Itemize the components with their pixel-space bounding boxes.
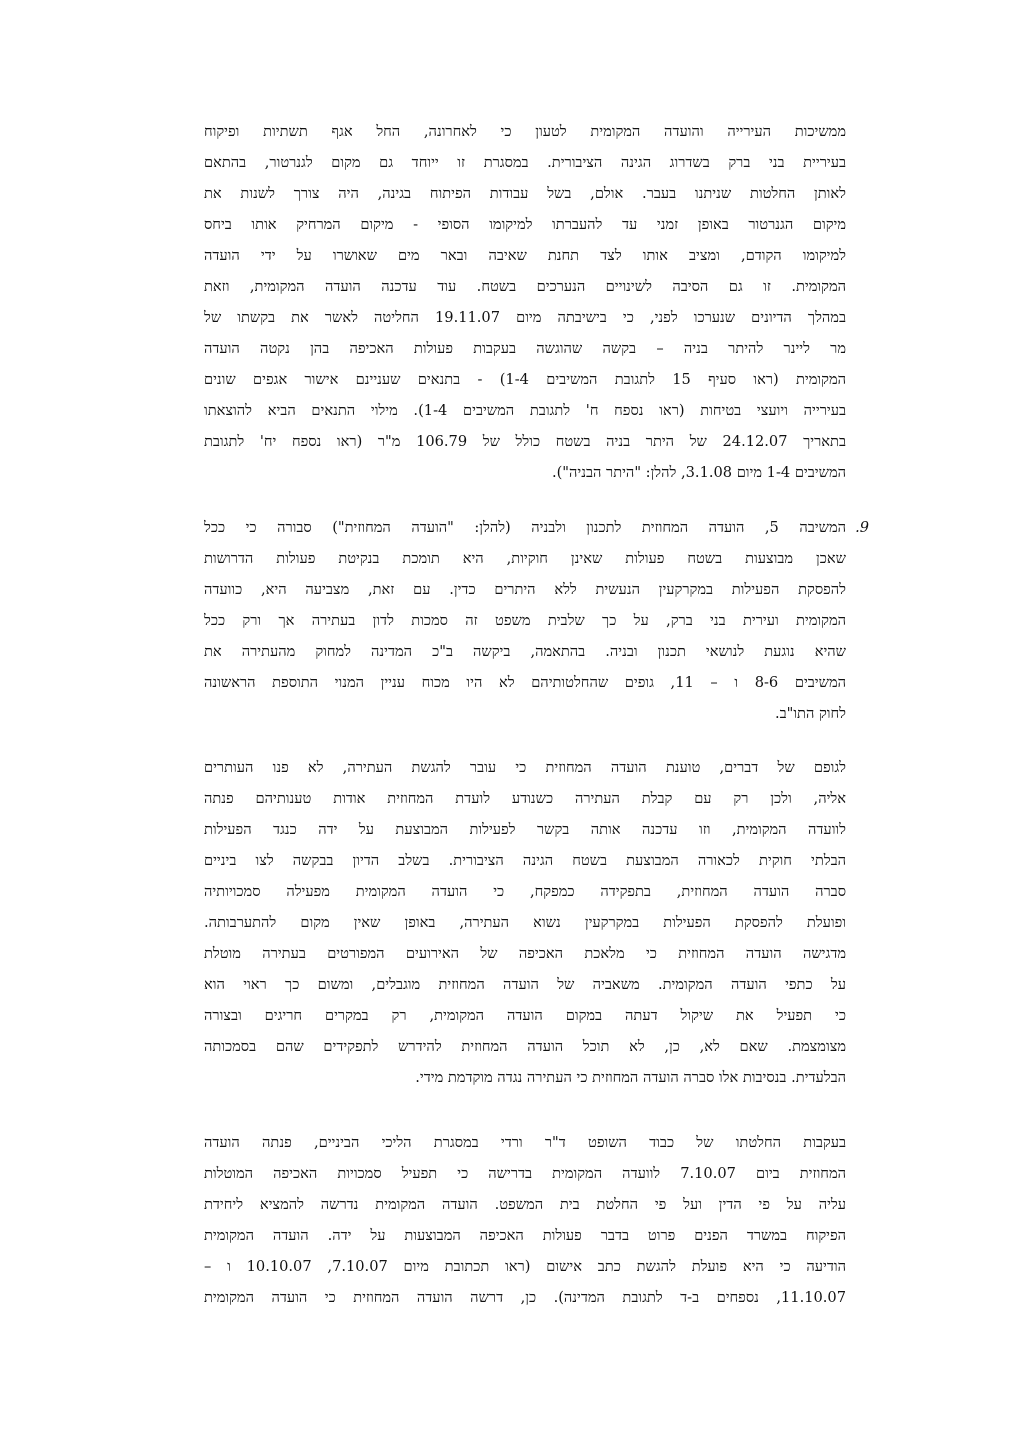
paragraph-line: מדגישה הועדה המחוזית כי מלאכת האכיפה של האירועים המפורטים בעתירה מוטלת <box>204 945 846 962</box>
paragraph-line: המקומית. זו גם הסיבה לשינויים הנערכים בשטח. עוד עדכנה הועדה המקומית, וזאת <box>204 278 846 295</box>
paragraph-line: המשיבים 1-4 מיום 3.1.08, להלן: "היתר הבניה"). <box>551 464 846 481</box>
paragraph-line: הבלתי חוקית לכאורה המבוצעת בשטח הגינה הציבורית. בשלב הדיון בבקשה לצו ביניים <box>204 852 846 869</box>
paragraph-line: אליה, ולכן רק עם קבלת העתירה כשנודע לועדת המחוזית אודות טענותיהם פנתה <box>204 790 846 807</box>
paragraph-line: המקומית ועירית בני ברק, על כך שלבית משפט זה סמכות לדון בעתירה אך ורק ככל <box>204 612 846 629</box>
paragraph-line: המקומית (ראו סעיף 15 לתגובת המשיבים 1-4) - בתנאים שעניינם אישור אגפים שונים <box>204 371 846 388</box>
paragraph-line: ממשיכות העירייה והועדה המקומית לטעון כי לאחרונה, החל אגף תשתיות ופיקוח <box>204 123 846 140</box>
paragraph-line: על כתפי הועדה המקומית. משאביה של הועדה המחוזית מוגבלים, ומשום כך ראוי הוא <box>204 976 846 993</box>
paragraph-9 <box>204 512 846 729</box>
paragraph-line: הודיעה כי היא פועלת להגשת כתב אישום (ראו תכתובת מיום 7.10.07, 10.10.07 ו – <box>204 1258 846 1275</box>
paragraph-line: לוועדה המקומית, וזו עדכנה אותה בקשר לפעילות המבוצעת על ידה כנגד הפעילות <box>204 821 846 838</box>
paragraph-line: במהלך הדיונים שנערכו לפני, כי בישיבתה מיום 19.11.07 החליטה לאשר את בקשתו של <box>204 309 846 326</box>
paragraph-line: לחוק התו"ב. <box>774 705 846 722</box>
paragraph-line: מר ליינר להיתר בניה – בקשה שהוגשה בעקבות פעולות האכיפה בהן נקטה הועדה <box>204 340 846 357</box>
paragraph-line: בעיריית בני ברק בשדרוג הגינה הציבורית. במסגרת זו ייוחד גם מקום לגנרטור, בהתאם <box>204 154 846 171</box>
paragraph-line: כי תפעיל את שיקול דעתה במקום הועדה המקומית, רק במקרים חריגים ובצורה <box>204 1007 846 1024</box>
paragraph-line: מיקום הגנרטור באופן זמני עד להעברתו למיקומו הסופי - מיקום המרחיק אותו ביחס <box>204 216 846 233</box>
paragraph-merits <box>204 752 846 1093</box>
paragraph-line: 11.10.07, נספחים ב-ד לתגובת המדינה). כן, דרשה הועדה המחוזית כי הועדה המקומית <box>204 1289 846 1306</box>
paragraph-line: בעירייה ויועצי בטיחות (ראו נספח ח' לתגובת המשיבים 1-4). מילוי התנאים הביא להוצאתו <box>204 402 846 419</box>
paragraph-line: הפיקוח במשרד הפנים פרוט בדבר פעולות האכיפה המבוצעות על ידה. הועדה המקומית <box>204 1227 846 1244</box>
paragraph-line: שהיא נוגעת לנושאי תכנון ובניה. בהתאמה, ביקשה ב"כ המדינה למחוק מהעתירה את <box>204 643 846 660</box>
paragraph-line: שאכן מבוצעות בשטח פעולות שאינן חוקיות, היא תומכת בנקיטת פעולות הדרושות <box>204 550 846 567</box>
paragraph-number: 9. <box>855 519 869 536</box>
paragraph-line: ופועלת להפסקת הפעילות במקרקעין נשוא העתירה, באופן שאין מקום להתערבותה. <box>204 914 846 931</box>
paragraph-1 <box>204 116 846 488</box>
paragraph-line: בתאריך 24.12.07 של היתר בניה בשטח כולל של 106.79 מ"ר (ראו נספח יח' לתגובת <box>204 433 846 450</box>
paragraph-line: בעקבות החלטתו של כבוד השופט ד"ר ורדי במסגרת הליכי הביניים, פנתה הועדה <box>204 1134 846 1151</box>
paragraph-line: המחוזית ביום 7.10.07 לוועדה המקומית בדרישה כי תפעיל סמכויות האכיפה המוטלות <box>204 1165 846 1182</box>
paragraph-following-decision <box>204 1127 846 1313</box>
paragraph-line: לגופם של דברים, טוענת הועדה המחוזית כי עובר להגשת העתירה, לא פנו העותרים <box>204 759 846 776</box>
paragraph-line: המשיבה 5, הועדה המחוזית לתכנון ולבניה (להלן: "הועדה המחוזית") סבורה כי ככל <box>204 519 846 536</box>
paragraph-line: סברה הועדה המחוזית, בתפקידה כמפקח, כי הועדה המקומית מפעילה סמכויותיה <box>204 883 846 900</box>
paragraph-line: עליה על פי הדין ועל פי החלטת בית המשפט. הועדה המקומית נדרשה להמציא ליחידת <box>204 1196 846 1213</box>
paragraph-line: המשיבים 8-6 ו – 11, גופים שהחלטותיהם לא היו מכוח עניין המנוי התוספת הראשונה <box>204 674 846 691</box>
paragraph-line: להפסקת הפעילות במקרקעין הנעשית ללא היתרים כדין. עם זאת, מצביעה היא, כוועדה <box>204 581 846 598</box>
paragraph-line: למיקומו הקודם, ומציב אותו לצד תחנת שאיבה ובאר מים שאושרו על ידי הועדה <box>204 247 846 264</box>
paragraph-line: לאותן החלטות שניתנו בעבר. אולם, בשל עבודות הפיתוח בגינה, היה צורך לשנות את <box>204 185 846 202</box>
paragraph-line: מצומצמת. שאם לא, כן, לא תוכל הועדה המחוזית להידרש לתפקידים שהם בסמכותה <box>204 1038 846 1055</box>
paragraph-line: הבלעדית. בנסיבות אלו סברה הועדה המחוזית כי העתירה נגדה מוקדמת מידי. <box>415 1069 846 1086</box>
